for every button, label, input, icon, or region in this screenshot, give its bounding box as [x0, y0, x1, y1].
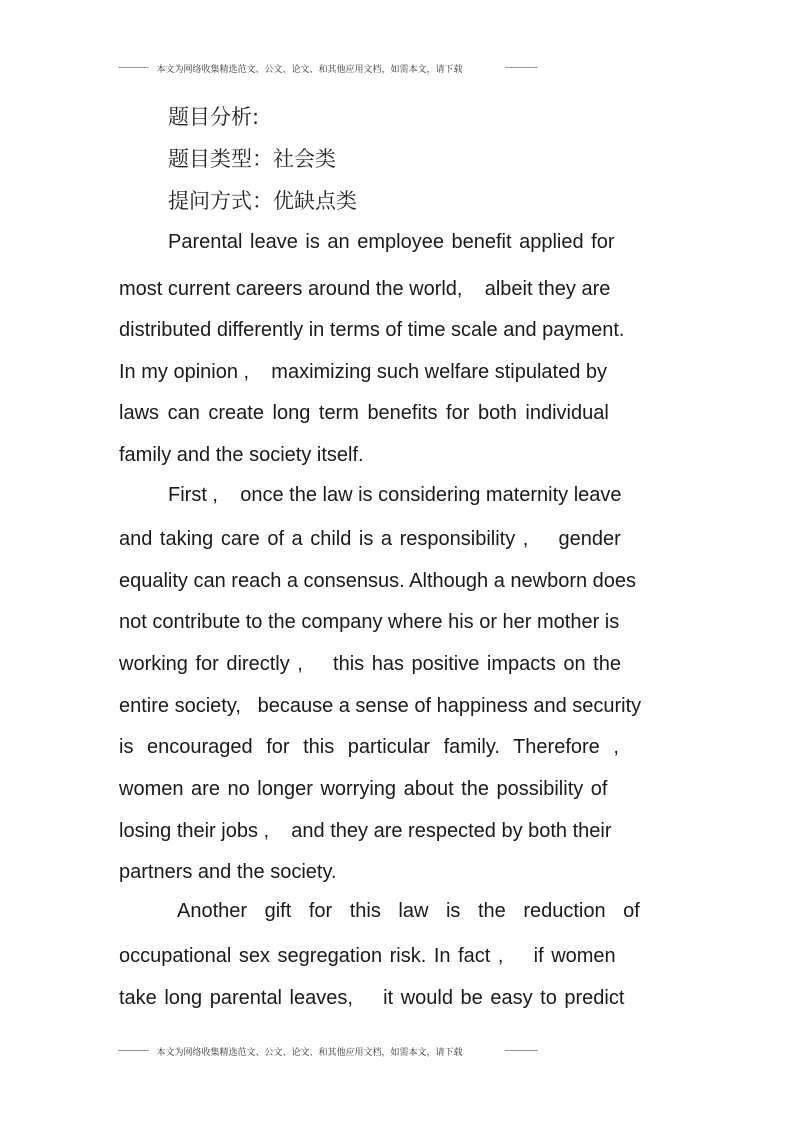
- essay-line: entire society, because a sense of happiness and security: [119, 695, 642, 717]
- essay-line: is encouraged for this particular family. Therefore ,: [119, 736, 619, 758]
- essay-line: equality can reach a consensus. Although a newborn does: [119, 570, 637, 592]
- essay-line: most current careers around the world, albeit they are: [119, 278, 611, 300]
- essay-line: and taking care of a child is a responsibility , gender: [119, 528, 621, 550]
- essay-line: Another gift for this law is the reduction of: [177, 900, 640, 922]
- essay-line: In my opinion , maximizing such welfare stipulated by: [119, 361, 607, 383]
- essay-line: partners and the society.: [119, 861, 337, 883]
- essay-line: take long parental leaves, it would be easy to predict: [119, 987, 625, 1009]
- essay-line: laws can create long term benefits for both individual: [119, 402, 609, 424]
- essay-line: occupational sex segregation risk. In fact , if women: [119, 945, 616, 967]
- essay-line: losing their jobs , and they are respected by both their: [119, 820, 612, 842]
- essay-line: Parental leave is an employee benefit applied for: [168, 231, 615, 253]
- page-header: [118, 60, 638, 76]
- essay-line: First , once the law is considering maternity leave: [168, 484, 622, 506]
- essay-line: women are no longer worrying about the possibility of: [119, 778, 608, 800]
- essay-line: not contribute to the company where his or her mother is: [119, 611, 620, 633]
- header-dash-left: ------------: [118, 63, 149, 73]
- topic-type: 题目类型：社会类: [168, 147, 336, 171]
- essay-line: family and the society itself.: [119, 444, 364, 466]
- essay-line: working for directly , this has positive impacts on the: [119, 653, 621, 675]
- essay-line: distributed differently in terms of time scale and payment.: [119, 319, 625, 341]
- header-text: 本文为网络收集精选范文、公文、论文、和其他应用文档，如需本文，请下载: [156, 64, 463, 75]
- page-footer: [118, 1043, 638, 1059]
- topic-question-style: 提问方式：优缺点类: [168, 189, 357, 213]
- footer-text: 本文为网络收集精选范文、公文、论文、和其他应用文档，如需本文，请下载: [156, 1047, 463, 1058]
- footer-dash-left: ------------: [118, 1046, 149, 1056]
- header-dash-right: -------------: [504, 63, 538, 73]
- footer-dash-right: -------------: [504, 1046, 538, 1056]
- topic-analysis: 题目分析:: [168, 105, 260, 129]
